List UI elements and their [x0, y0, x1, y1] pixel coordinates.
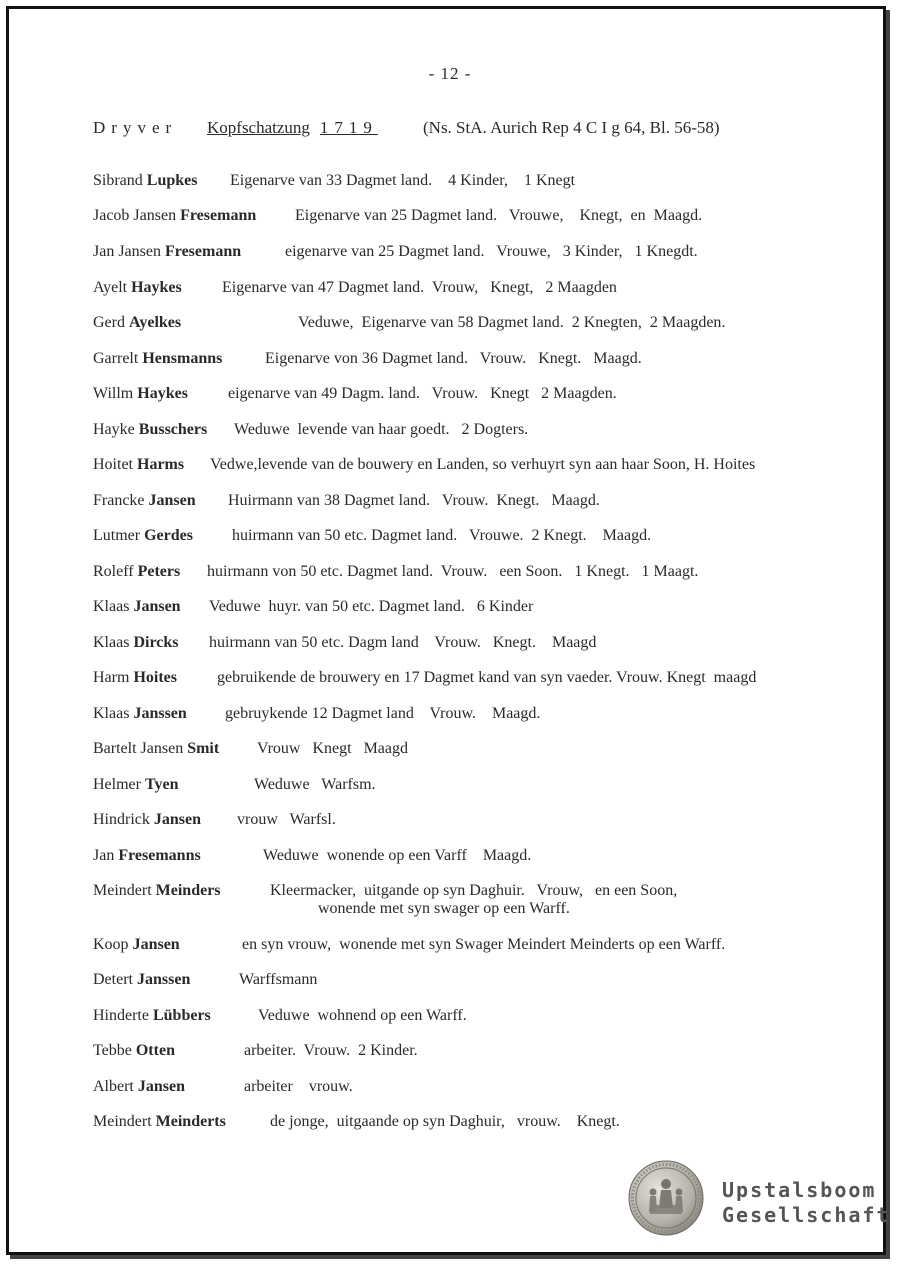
entry-description: Eigenarve van 25 Dagmet land. Vrouwe, Knegt, en Maagd.	[295, 207, 703, 224]
entry-description: Warffsmann	[239, 971, 318, 988]
entry-description: Eigenarve van 33 Dagmet land. 4 Kinder, 1 Knegt	[230, 172, 576, 189]
entry-description: arbeiter. Vrouw. 2 Kinder.	[244, 1042, 418, 1059]
entry-given-name: Willm	[93, 385, 134, 402]
entry-name	[93, 492, 196, 510]
entry-name	[93, 527, 193, 545]
entry-surname: Peters	[137, 563, 181, 580]
entry-description: Vedwe,levende van de bouwery en Landen, so verhuyrt syn aan haar Soon, H. Hoites	[210, 456, 756, 473]
entry-description-continued: wonende met syn swager op een Warff.	[318, 900, 570, 917]
entry-name	[93, 314, 181, 332]
entry-name	[93, 279, 182, 297]
entry-surname: Haykes	[131, 279, 182, 296]
entry-surname: Lübbers	[152, 1007, 211, 1024]
entry-row	[93, 740, 409, 758]
entry-name	[93, 421, 207, 439]
entry-surname: Harms	[137, 456, 185, 473]
entry-name	[93, 1113, 226, 1131]
entry-row	[93, 456, 756, 474]
upstalsboom-logo	[628, 1160, 891, 1236]
entry-row	[93, 598, 534, 616]
entry-given-name: Bartelt Jansen	[93, 740, 184, 757]
entry-description: Eigenarve von 36 Dagmet land. Vrouw. Knegt. Maagd.	[265, 350, 642, 367]
entry-row	[93, 936, 726, 954]
entry-surname: Gerdes	[144, 527, 193, 544]
entry-row	[93, 811, 336, 829]
entry-surname: Lupkes	[146, 172, 198, 189]
entry-given-name: Albert	[93, 1078, 134, 1095]
entry-name	[93, 350, 222, 368]
entry-description: Vrouw Knegt Maagd	[257, 740, 409, 757]
entry-description: arbeiter vrouw.	[244, 1078, 353, 1095]
entry-name	[93, 385, 188, 403]
page-frame	[6, 6, 886, 1255]
entry-row	[93, 1113, 620, 1131]
entry-given-name: Hoitet	[93, 456, 133, 473]
entry-name	[93, 1078, 185, 1096]
entry-name	[93, 705, 187, 723]
entry-row	[93, 1078, 353, 1096]
entry-given-name: Jan Jansen	[93, 243, 161, 260]
entry-surname: Otten	[135, 1042, 175, 1059]
entry-surname: Meinders	[155, 882, 221, 899]
entry-surname: Busschers	[138, 421, 208, 438]
entry-name	[93, 669, 177, 687]
entry-description: Kleermacker, uitgande op syn Daghuir. Vrouw, en een Soon,	[270, 882, 678, 899]
entry-row	[93, 634, 597, 652]
entry-given-name: Hinderte	[93, 1007, 149, 1024]
entry-name	[93, 634, 178, 652]
entry-row	[93, 776, 376, 794]
header-title	[207, 118, 378, 138]
entry-given-name: Meindert	[93, 1113, 152, 1130]
entry-given-name: Tebbe	[93, 1042, 132, 1059]
entry-given-name: Roleff	[93, 563, 134, 580]
entry-name	[93, 882, 221, 900]
entry-surname: Dircks	[133, 634, 179, 651]
entry-surname: Janssen	[133, 705, 187, 722]
header-place: Dryver	[93, 118, 178, 137]
entry-row	[93, 279, 617, 297]
entry-description: Weduwe levende van haar goedt. 2 Dogters.	[234, 421, 529, 438]
entry-surname: Jansen	[133, 598, 181, 615]
entry-row	[93, 385, 617, 403]
entry-name	[93, 1007, 211, 1025]
document-header	[93, 118, 720, 138]
entry-row	[93, 243, 698, 261]
entry-given-name: Helmer	[93, 776, 141, 793]
entry-name	[93, 936, 180, 954]
entry-row	[93, 882, 678, 917]
entry-row	[93, 350, 642, 368]
entry-name	[93, 207, 256, 225]
entry-name	[93, 847, 201, 865]
entry-given-name: Jan	[93, 847, 115, 864]
entry-row	[93, 172, 576, 190]
entry-name	[93, 811, 201, 829]
entry-row	[93, 1007, 467, 1025]
entry-given-name: Hayke	[93, 421, 135, 438]
entry-description: de jonge, uitgaande op syn Daghuir, vrouw. Knegt.	[270, 1113, 620, 1130]
entry-given-name: Hindrick	[93, 811, 150, 828]
entry-name	[93, 172, 197, 190]
entry-given-name: Ayelt	[93, 279, 128, 296]
header-source: (Ns. StA. Aurich Rep 4 C I g 64, Bl. 56-58)	[423, 118, 720, 137]
entry-description: gebruykende 12 Dagmet land Vrouw. Maagd.	[225, 705, 541, 722]
entry-description: en syn vrouw, wonende met syn Swager Meindert Meinderts op een Warff.	[242, 936, 726, 953]
entry-name	[93, 456, 184, 474]
entry-given-name: Sibrand	[93, 172, 143, 189]
entry-surname: Ayelkes	[128, 314, 182, 331]
entry-description: eigenarve van 25 Dagmet land. Vrouwe, 3 Kinder, 1 Knegdt.	[285, 243, 698, 260]
header-year: 1719	[319, 118, 378, 137]
entry-surname: Smit	[187, 740, 220, 757]
entry-name	[93, 776, 178, 794]
entry-surname: Hoites	[133, 669, 177, 686]
entry-description: Veduwe huyr. van 50 etc. Dagmet land. 6 Kinder	[209, 598, 534, 615]
entry-description: eigenarve van 49 Dagm. land. Vrouw. Knegt 2 Maagden.	[228, 385, 617, 402]
page-number: - 12 -	[428, 64, 472, 83]
logo-line-2: Gesellschaft	[722, 1203, 891, 1227]
entry-surname: Meinderts	[155, 1113, 226, 1130]
entry-name	[93, 243, 241, 261]
entry-given-name: Meindert	[93, 882, 152, 899]
entry-given-name: Francke	[93, 492, 145, 509]
entry-given-name: Harm	[93, 669, 130, 686]
entry-row	[93, 1042, 418, 1060]
entry-row	[93, 492, 600, 510]
logo-line-1: Upstalsboom	[722, 1178, 877, 1202]
entry-given-name: Detert	[93, 971, 133, 988]
entry-description: Weduwe wonende op een Varff Maagd.	[263, 847, 532, 864]
entry-surname: Jansen	[153, 811, 201, 828]
entry-row	[93, 563, 699, 581]
entry-given-name: Koop	[93, 936, 129, 953]
entry-surname: Jansen	[137, 1078, 185, 1095]
entry-description: huirmann van 50 etc. Dagm land Vrouw. Knegt. Maagd	[209, 634, 597, 651]
entry-given-name: Garrelt	[93, 350, 139, 367]
entry-description: Huirmann van 38 Dagmet land. Vrouw. Knegt. Maagd.	[228, 492, 600, 509]
entry-surname: Jansen	[132, 936, 180, 953]
seal-icon	[628, 1160, 704, 1236]
entry-description: Eigenarve van 47 Dagmet land. Vrouw, Knegt, 2 Maagden	[222, 279, 617, 296]
entry-surname: Janssen	[136, 971, 191, 988]
entry-description: vrouw Warfsl.	[237, 811, 336, 828]
entry-description: huirmann van 50 etc. Dagmet land. Vrouwe. 2 Knegt. Maagd.	[232, 527, 652, 544]
entry-given-name: Klaas	[93, 634, 130, 651]
entry-row	[93, 847, 532, 865]
entry-description: Veduwe wohnend op een Warff.	[258, 1007, 467, 1024]
entry-surname: Hensmanns	[142, 350, 223, 367]
entry-row	[93, 207, 703, 225]
entry-given-name: Klaas	[93, 705, 130, 722]
entry-name	[93, 598, 181, 616]
entry-given-name: Gerd	[93, 314, 125, 331]
entry-row	[93, 705, 541, 723]
entry-description: Veduwe, Eigenarve van 58 Dagmet land. 2 Knegten, 2 Maagden.	[298, 314, 726, 331]
entry-given-name: Klaas	[93, 598, 130, 615]
entry-name	[93, 563, 180, 581]
entry-surname: Haykes	[137, 385, 188, 402]
entry-row	[93, 421, 529, 439]
entry-row	[93, 527, 652, 545]
header-title-text: Kopfschatzung	[207, 118, 310, 137]
entry-description: Weduwe Warfsm.	[254, 776, 376, 793]
entry-row	[93, 669, 757, 687]
entry-name	[93, 971, 190, 989]
entry-description: gebruikende de brouwery en 17 Dagmet kand van syn vaeder. Vrouw. Knegt maagd	[217, 669, 757, 686]
entry-row	[93, 314, 726, 332]
entry-surname: Tyen	[144, 776, 179, 793]
entry-surname: Fresemann	[164, 243, 242, 260]
entry-given-name: Jacob Jansen	[93, 207, 177, 224]
entry-surname: Fresemanns	[118, 847, 201, 864]
entry-surname: Fresemann	[180, 207, 257, 224]
entry-surname: Jansen	[148, 492, 196, 509]
entry-description: huirmann von 50 etc. Dagmet land. Vrouw. een Soon. 1 Knegt. 1 Maagt.	[207, 563, 699, 580]
entry-name	[93, 1042, 175, 1060]
entry-row	[93, 971, 318, 989]
entry-name	[93, 740, 219, 758]
entry-given-name: Lutmer	[93, 527, 141, 544]
